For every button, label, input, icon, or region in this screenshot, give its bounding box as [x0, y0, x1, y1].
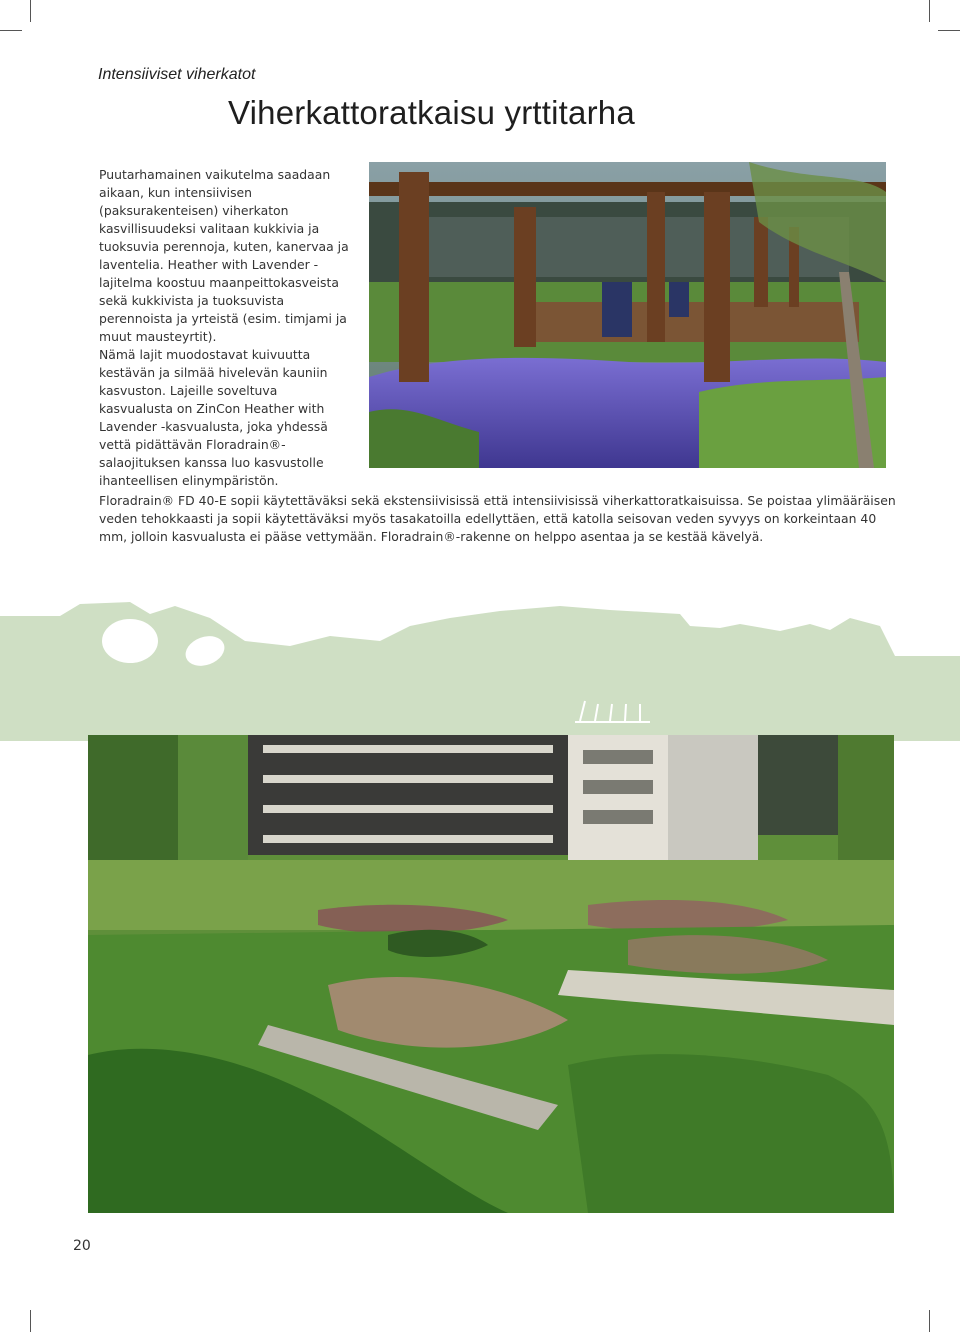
crop-mark-top-left: [30, 0, 31, 22]
page-number: 20: [73, 1238, 91, 1254]
lavender-pergola-photo: [369, 162, 886, 468]
page-title: Viherkattoratkaisu yrttitarha: [228, 94, 635, 131]
crop-mark-top-right: [929, 0, 930, 22]
rooftop-garden-photo: [88, 735, 894, 1213]
crop-mark-top-left-h: [0, 30, 22, 31]
city-silhouette-graphic: [0, 596, 960, 741]
floradrain-paragraph: Floradrain® FD 40-E sopii käytettäväksi sekä ekstensiivisissä että intensiivisissä viherkattoratkaisuissa. Se poistaa ylimääräisen veden tehokkaasti ja sopii käytettäväksi myös tasakatoilla edellyttäen, että katolla seisovan veden syvyys on korkeintaan 40 mm, jolloin kasvualusta ei pääse vettymään. Floradrain®-rakenne on helppo asentaa ja se kestää kävelyä.: [99, 493, 896, 544]
species-paragraph: Nämä lajit muodostavat kuivuutta kestävän ja silmää hivelevän kauniin kasvuston. Lajeille soveltuva kasvualusta on ZinCon Heather with Lavender -kasvualusta, joka yhdessä vettä pidättävän Floradrain®-salaojituksen kanssa luo kasvustolle ihanteellisen elinympäristön.: [99, 347, 328, 488]
intro-paragraph: Puutarhamainen vaikutelma saadaan aikaan, kun intensiivisen (paksurakenteisen) viherkaton kasvillisuudeksi valitaan kukkivia ja tuoksuvia perennoja, kuten, kanervaa ja laventelia. Heather with Lavender -lajitelma koostuu maanpeittokasveista sekä kukkivista ja tuoksuvista perennoista ja yrteistä (esim. timjami ja muut mausteyrtit).: [99, 167, 349, 344]
crop-mark-bottom-left: [30, 1310, 31, 1332]
crop-mark-bottom-right: [929, 1310, 930, 1332]
section-label: Intensiiviset viherkatot: [98, 66, 256, 83]
crop-mark-top-right-h: [938, 30, 960, 31]
